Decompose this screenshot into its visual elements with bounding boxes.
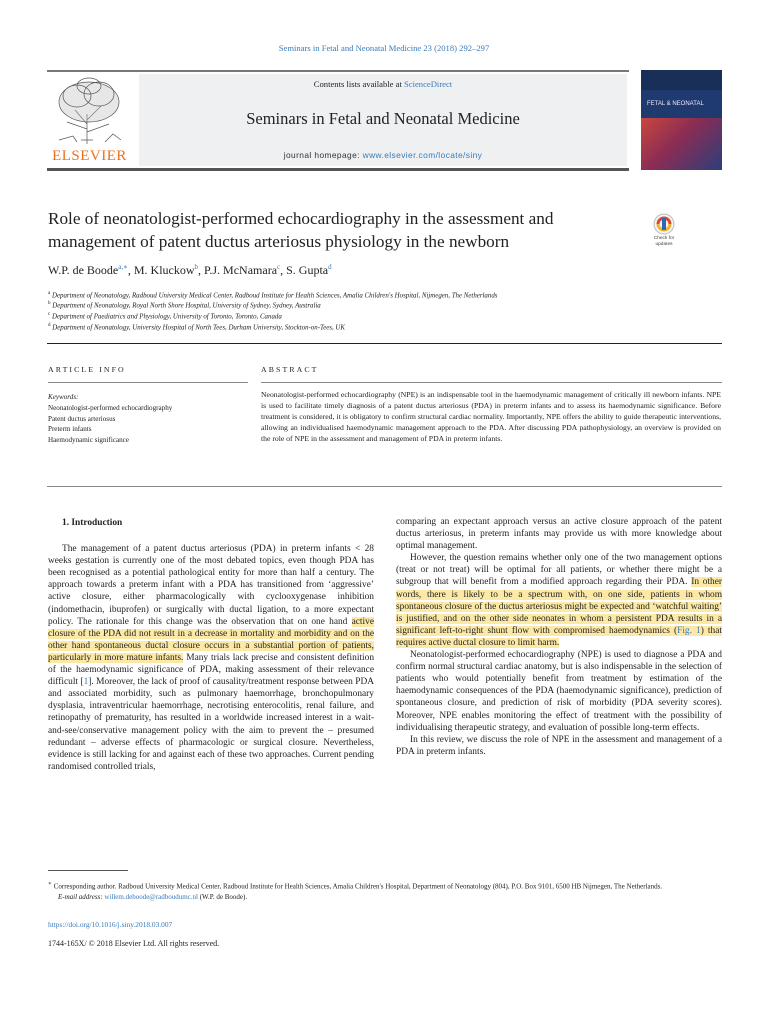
author-name[interactable]: W.P. de Boode — [48, 263, 119, 277]
corresponding-author-detail: Corresponding author. Radboud University Medical Center, Radboud Institute for Health Sciences, Amalia Children's Hospital, Department of Neonatology (804), P.O. Box 9101, 6500 HB Nijmegen, The Netherlands. — [51, 882, 663, 891]
article-title-line1: Role of neonatologist-performed echocardiography in the assessment and — [48, 209, 554, 228]
affiliation-mark: d — [48, 323, 51, 328]
author-separator: , — [280, 263, 287, 277]
article-title — [48, 208, 618, 253]
footnote-mark: ∗ — [48, 881, 52, 887]
cover-band — [641, 70, 722, 90]
highlighted-text[interactable]: ) that requires active ductal closure to limit harm. — [396, 625, 722, 648]
paragraph-text: However, the question remains whether only one of the two management options (treat or not treat) will be optimal for all patients, or whether there might be a subgroup that will benefit from a modified approach regarding their PDA. — [396, 553, 722, 588]
affiliation-mark: b — [48, 301, 51, 306]
author-affiliation-mark[interactable]: d — [328, 263, 332, 271]
journal-citation-link[interactable]: Seminars in Fetal and Neonatal Medicine 23 (2018) 292–297 — [278, 43, 490, 53]
body-paragraph — [396, 552, 722, 649]
journal-title: Seminars in Fetal and Neonatal Medicine — [246, 109, 520, 128]
footnote-rule — [48, 870, 128, 871]
affiliation-d — [48, 321, 688, 334]
section-heading-introduction: 1. Introduction — [62, 518, 123, 528]
email-label: E-mail address: — [58, 892, 105, 901]
affiliation-text: Department of Neonatology, Radboud University Medical Center, Radboud Institute for Health Sciences, Amalia Children's Hospital, Nijmegen, The Netherlands — [51, 292, 498, 300]
keyword: Preterm infants — [48, 425, 92, 434]
homepage-prefix: journal homepage: — [283, 150, 363, 160]
check-for-updates-label — [645, 236, 683, 247]
affiliation-mark: c — [48, 312, 51, 317]
body-paragraph-continued: comparing an expectant approach versus an active closure approach of the patent ductus arteriosus, in preterm infants may provide us with more knowledge about optimal management. — [396, 517, 722, 552]
affiliation-text: Department of Neonatology, Royal North Shore Hospital, University of Sydney, Sydney, Australia — [52, 302, 321, 310]
email-suffix: (W.P. de Boode). — [197, 892, 248, 901]
homepage-link[interactable]: www.elsevier.com/locate/siny — [362, 150, 483, 160]
crossmark-label-line2: updates — [655, 241, 673, 247]
copyright-line: 1744-165X/ © 2018 Elsevier Ltd. All rights reserved. — [48, 939, 220, 948]
body-paragraph: Neonatologist-performed echocardiography (NPE) is used to diagnose a PDA and confirm normal structural cardiac anatomy, but is also indispensable in the selection of patients who would potentially benefit from treatment by estimation of the haemodynamic consequences of the PDA (haemodynamic significance), prediction of spontaneous closure, and prediction of risk of morbidity (PDA severity scores). Moreover, NPE enables monitoring the effect of treatment with the possibility of individualising therapeutic strategy, and evaluation of possible long-term effects. — [396, 650, 722, 733]
article-title-line2: management of patent ductus arteriosus physiology in the newborn — [48, 231, 510, 251]
keyword: Haemodynamic significance — [48, 436, 129, 445]
body-paragraph — [48, 543, 374, 773]
corresponding-author-footnote — [48, 879, 723, 902]
figure-reference-link[interactable]: Fig. 1 — [677, 625, 701, 636]
cover-artwork — [641, 118, 722, 170]
author-separator: , — [198, 263, 205, 277]
elsevier-wordmark: ELSEVIER — [52, 148, 127, 164]
contents-prefix: Contents lists available at — [313, 79, 404, 89]
abstract-heading: ABSTRACT — [261, 365, 319, 374]
crossmark-label-line1: Check for — [653, 236, 675, 241]
keyword: Neonatologist-performed echocardiography — [48, 403, 173, 412]
journal-homepage-line — [139, 150, 627, 160]
author-separator: , — [127, 263, 134, 277]
author-name[interactable]: S. Gupta — [286, 263, 329, 277]
paragraph-text: Many trials lack precise and consistent definition of the haemodynamic significance of PDA, making assessment of their relevance difficult [ — [48, 652, 375, 688]
body-column-right — [396, 516, 722, 758]
highlighted-text[interactable]: active closure of the PDA did not result in a decrease in mortality and morbidity and on the other hand spontaneous ductal closure occurs in a substantial portion of patients, particularly in more mature infants. — [48, 616, 374, 663]
highlighted-text[interactable]: In other words, there is likely to be a spectrum with, on one side, patients in whom spontaneous closure of the ductus arteriosus might be expected and ‘watchful waiting’ is justified, and on the other side neonates in whom a persistent PDA results in a significant left-to-right shunt flow with compromised haemodynamics ( — [396, 577, 722, 636]
keyword: Patent ductus arteriosus — [48, 414, 116, 423]
corresponding-author-text — [48, 879, 723, 892]
article-info-heading: ARTICLE INFO — [48, 365, 126, 374]
author-affiliation-mark[interactable]: b — [194, 263, 199, 271]
paragraph-text: ]. Moreover, the lack of proof of causality/treatment response between PDA and associated morbidity, such as pulmonary haemorrhage, bronchopulmonary dysplasia, intraventricular haemorrhage, necrotising enterocolitis, renal failure, and retinopathy of prematurity, has resulted in a worldwide increased interest in a wait-and-see/conservative management policy with the aim to prevent the – presumed redundant – adverse effects of pharmacologic or surgical closure. Nevertheless, evidence is still lacking for and against each of these two approaches. Current pending randomised controlled trials, — [48, 677, 374, 772]
email-link[interactable]: willem.deboode@radboudumc.nl — [104, 892, 198, 901]
front-matter-rule — [47, 343, 722, 344]
affiliation-text: Department of Neonatology, University Hospital of North Tees, Durham University, Stockton-on-Tees, UK — [52, 324, 346, 332]
header-bottom-rule — [47, 168, 629, 171]
doi-link[interactable]: https://doi.org/10.1016/j.siny.2018.03.007 — [48, 920, 173, 929]
affiliation-text: Department of Paediatrics and Physiology, University of Toronto, Toronto, Canada — [51, 313, 282, 321]
journal-cover-thumbnail[interactable] — [641, 70, 722, 170]
article-info-rule — [48, 382, 248, 383]
author-list — [48, 263, 668, 278]
author-name[interactable]: M. Kluckow — [133, 263, 195, 277]
keywords-label: Keywords: — [48, 393, 79, 401]
author-affiliation-mark[interactable]: a,∗ — [118, 263, 128, 271]
email-line — [48, 892, 723, 902]
reference-link[interactable]: 1 — [83, 677, 89, 688]
header-top-rule — [47, 70, 629, 72]
author-name[interactable]: P.J. McNamara — [204, 263, 278, 277]
paragraph-text: The management of a patent ductus arteriosus (PDA) in preterm infants < 28 weeks gestation is currently one of the most debated topics, even though PDA has been recognised as a potential pathological entity for more than half a century. The approach towards a preterm infant with a PDA has transitioned from ‘aggressive’ active closure, either pharmacologically with cyclooxygenase inhibition (indomethacin, ibuprofen) or surgically with ductal ligation, to a more expectant policy. The rationale for this change was the observation that on one hand — [48, 544, 374, 627]
contents-available-line — [139, 79, 627, 89]
keywords-block — [48, 392, 248, 446]
body-column-left — [48, 517, 374, 773]
cover-title: FETAL & NEONATAL — [647, 101, 704, 107]
body-paragraph: In this review, we discuss the role of NPE in the assessment and management of a PDA in preterm infants. — [396, 734, 722, 757]
abstract-rule — [261, 382, 722, 383]
author-affiliation-mark[interactable]: c — [277, 263, 281, 271]
sciencedirect-link[interactable]: ScienceDirect — [404, 79, 453, 89]
affiliation-mark: a — [48, 291, 51, 296]
abstract-bottom-rule — [47, 486, 722, 487]
abstract-text: Neonatologist-performed echocardiography (NPE) is an indispensable tool in the haemodynamic management of critically ill newborn infants. NPE is used to facilitate timely diagnosis of a patent ductus arteriosus (PDA) in preterm infants and to assess its haemodynamic significance. Before treatment is considered, it is obligatory to confirm structural cardiac normality. Importantly, NPE offers the ability to guide therapeutic interventions, allowing an individualised haemodynamic management approach to the PDA. After discussing PDA pathophysiology, an overview is provided on the role of NPE in the assessment and management of PDA in preterm infants. — [261, 390, 721, 443]
